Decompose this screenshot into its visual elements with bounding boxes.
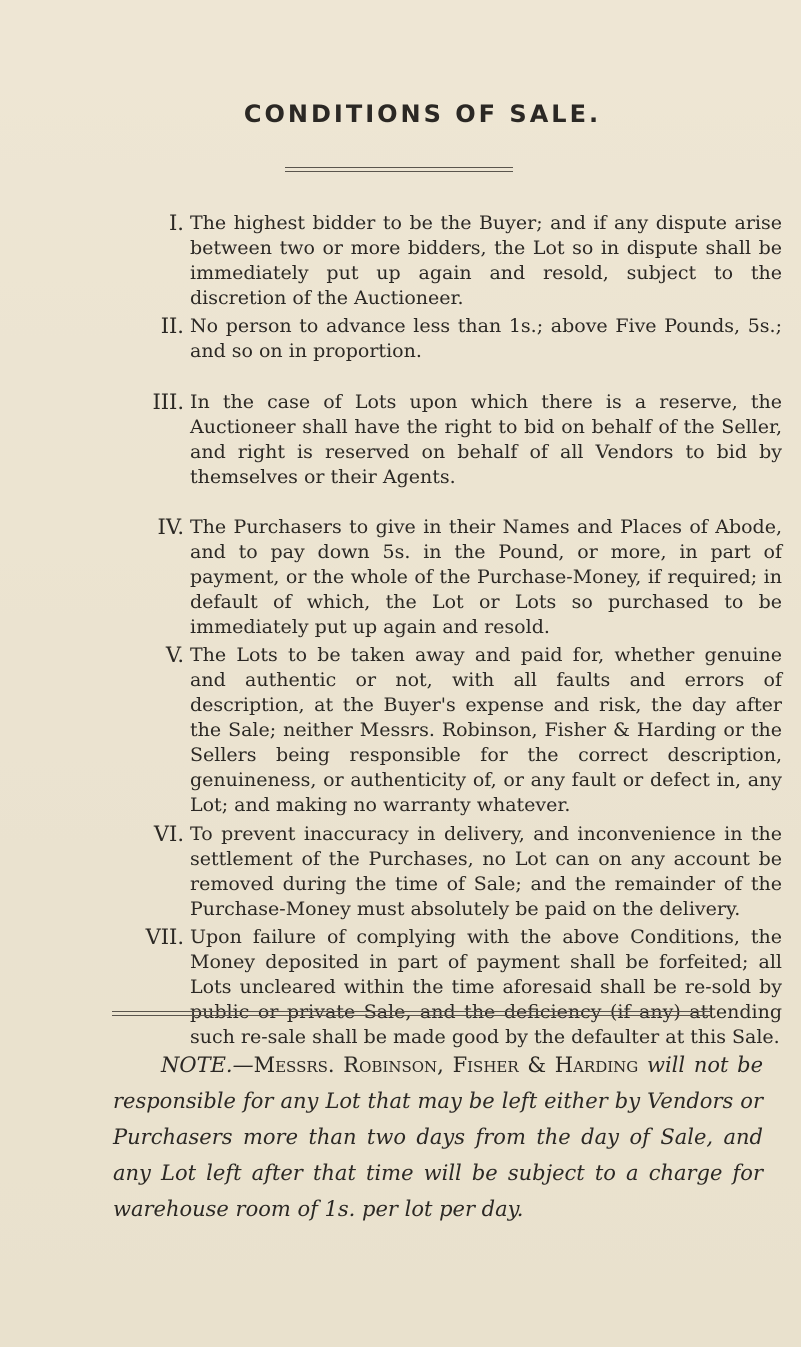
condition-numeral: VI. [153, 822, 184, 846]
note-lead: NOTE.— [161, 1053, 254, 1077]
note-firm: Messrs. Robinson, Fisher & Harding [253, 1053, 639, 1077]
condition-numeral: IV. [157, 515, 184, 539]
condition-text: No person to advance less than 1s.; above Five Pounds, 5s.; and so on in proportion. [190, 315, 782, 362]
condition-numeral: V. [165, 643, 184, 667]
condition-numeral: VII. [145, 925, 184, 949]
condition-text: The highest bidder to be the Buyer; and if any dispute arise between two or more bidders, the Lot so in dispute shall be immediately put up again and resold, subject to the discretion of the Auctioneer. [190, 212, 782, 309]
title-divider [285, 167, 513, 172]
condition-numeral: I. [169, 211, 184, 235]
note-divider [112, 1011, 710, 1016]
condition-numeral: II. [160, 314, 184, 338]
condition-text: The Purchasers to give in their Names and Places of Abode, and to pay down 5s. in the Pound, or more, in part of payment, or the whole of the Purchase-Money, if required; in default of which, the Lot or Lots so purchased to be immediately put up again and resold. [190, 516, 782, 638]
condition-text: In the case of Lots upon which there is a reserve, the Auctioneer shall have the right to bid on behalf of the Seller, and right is reserved on behalf of all Vendors to bid by themselves or their Agents. [190, 391, 782, 488]
note-paragraph [113, 1047, 763, 1227]
note-text: will not be responsible for any Lot that may be left either by Vendors or Purchasers more than two days from the day of Sale, and any Lot left after that time will be subject to a charge for warehouse room of 1s. per lot per day. [113, 1053, 763, 1221]
condition-text: Upon failure of complying with the above Conditions, the Money deposited in part of payment shall be forfeited; all Lots uncleared within the time aforesaid shall be re-sold by public or private Sale, and the deficiency (if any) attending such re-sale shall be made good by the defaulter at this Sale. [190, 926, 782, 1048]
page-title: CONDITIONS OF SALE. [243, 100, 602, 128]
condition-text: The Lots to be taken away and paid for, whether genuine and authentic or not, with all faults and errors of description, at the Buyer's expense and risk, the day after the Sale; neither Messrs. Robinson, Fisher & Harding or the Sellers being responsible for the correct description, genuineness, or authenticity of, or any fault or defect in, any Lot; and making no warranty whatever. [190, 644, 782, 816]
condition-text: To prevent inaccuracy in delivery, and inconvenience in the settlement of the Purchases, no Lot can on any account be removed during the time of Sale; and the remainder of the Purchase-Money must absolutely be paid on the delivery. [190, 823, 782, 920]
condition-numeral: III. [152, 390, 184, 414]
